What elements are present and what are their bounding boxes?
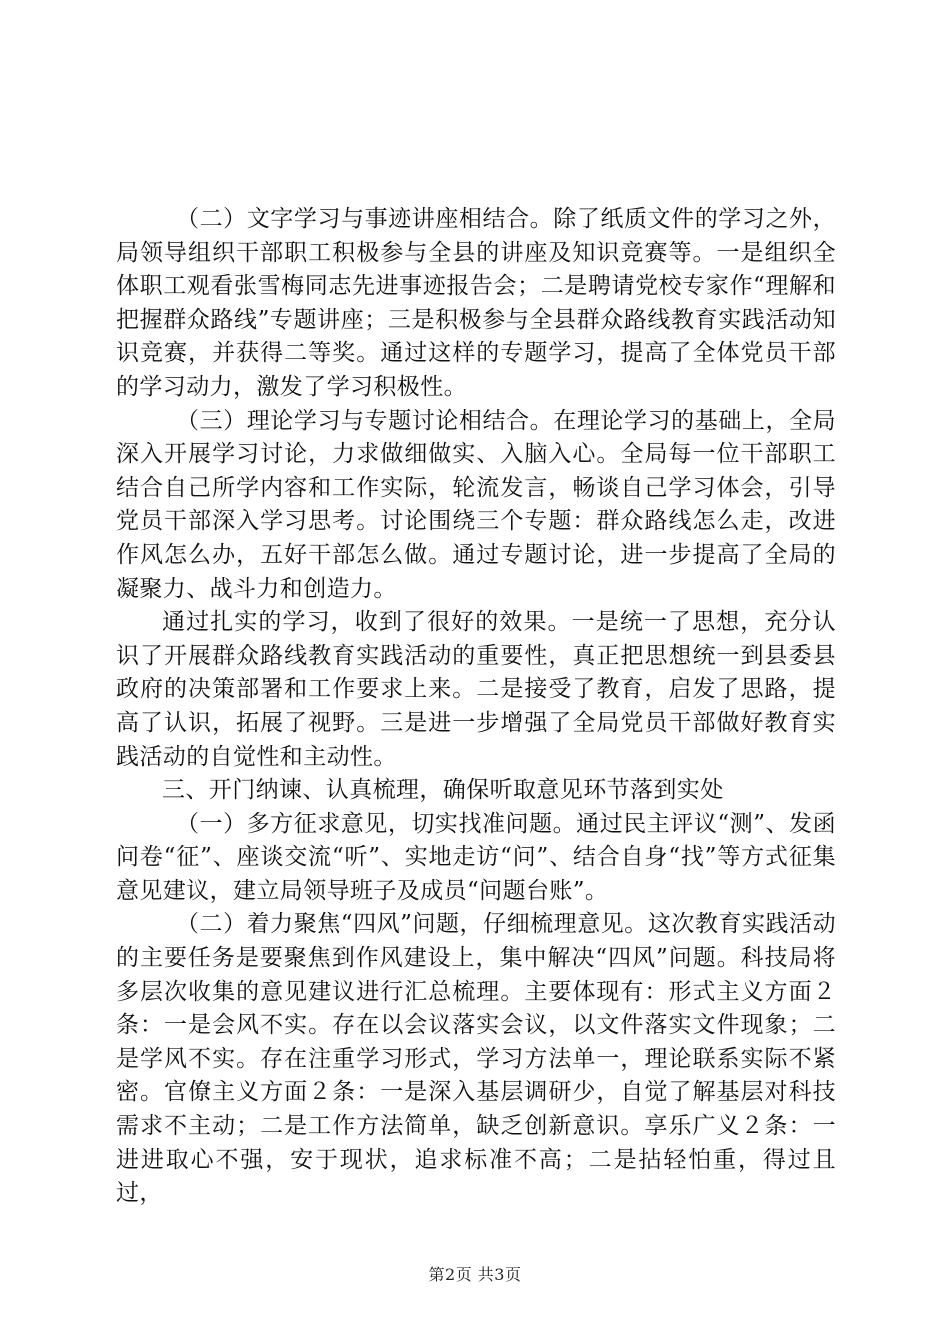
- section-heading-open-door: 三、开门纳谏、认真梳理，确保听取意见环节落到实处: [162, 777, 724, 804]
- page-footer: 第2页 共3页: [428, 1265, 522, 1284]
- paragraph-four-winds: （二）着力聚焦“四风”问题，仔细梳理意见。这次教育实践活动的主要任务是要聚焦到作风建设上，集中解决“四风”问题。科技局将多层次收集的意见建议进行汇总梳理。主要体现有：形式主义方面２条：一是会风不实。存在以会议落实会议，以文件落实文件现象；二是学风不实。存在注重学习形式，学习方法单一，理论联系实际不紧密。官僚主义方面２条：一是深入基层调研少，自觉了解基层对科技需求不主动；二是工作方法简单，缺乏创新意识。享乐广义２条：一进进取心不强，安于现状，追求标准不高；二是拈轻怕重，得过且过，: [116, 911, 836, 1207]
- paragraph-theory-discussion: （三）理论学习与专题讨论相结合。在理论学习的基础上，全局深入开展学习讨论，力求做细做实、入脑入心。全局每一位干部职工结合自己所学内容和工作实际，轮流发言，畅谈自己学习体会，引导党员干部深入学习思考。讨论围绕三个专题：群众路线怎么走，改进作风怎么办，五好干部怎么做。通过专题讨论，进一步提高了全局的凝聚力、战斗力和创造力。: [116, 407, 836, 602]
- document-body: [116, 203, 836, 1211]
- paragraph-solicit-opinions: （一）多方征求意见，切实找准问题。通过民主评议“测”、发函问卷“征”、座谈交流“听”、实地走访“问”、结合自身“找”等方式征集意见建议，建立局领导班子及成员“问题台账”。: [116, 810, 836, 904]
- paragraph-study-results: 通过扎实的学习，收到了很好的效果。一是统一了思想，充分认识了开展群众路线教育实践活动的重要性，真正把思想统一到县委县政府的决策部署和工作要求上来。二是接受了教育，启发了思路，提高了认识，拓展了视野。三是进一步增强了全局党员干部做好教育实践活动的自觉性和主动性。: [116, 609, 836, 770]
- paragraph-text-study-lectures: （二）文字学习与事迹讲座相结合。除了纸质文件的学习之外，局领导组织干部职工积极参与全县的讲座及知识竞赛等。一是组织全体职工观看张雪梅同志先进事迹报告会；二是聘请党校专家作“理解和把握群众路线”专题讲座；三是积极参与全县群众路线教育实践活动知识竞赛，并获得二等奖。通过这样的专题学习，提高了全体党员干部的学习动力，激发了学习积极性。: [116, 206, 836, 400]
